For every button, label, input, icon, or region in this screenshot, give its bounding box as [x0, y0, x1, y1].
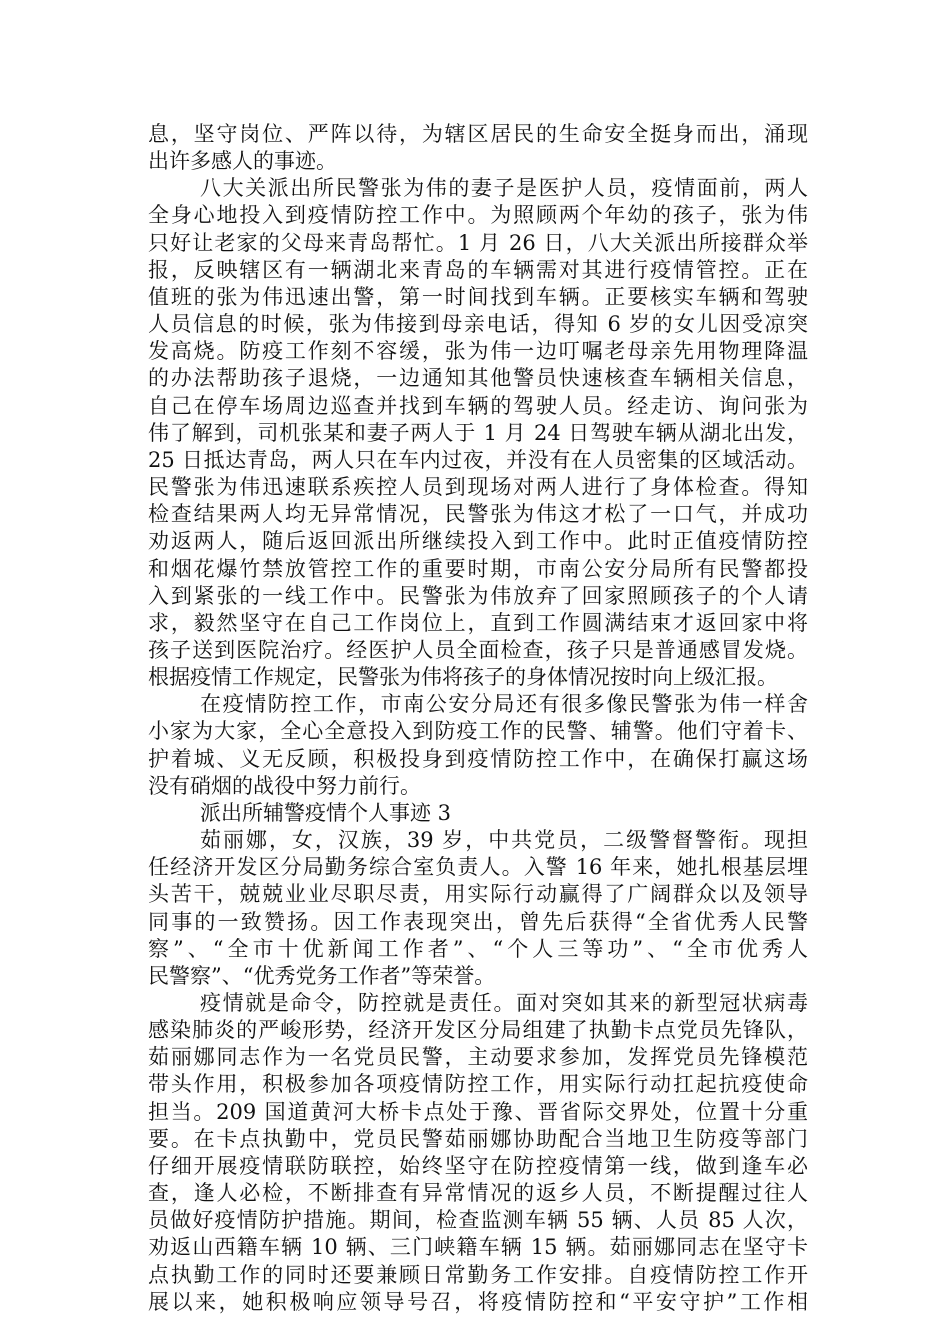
text-line: 要。在卡点执勤中，党员民警茹丽娜协助配合当地卫生防疫等部门	[148, 1126, 808, 1151]
text-line: 检查结果两人均无异常情况，民警张为伟这才松了一口气，并成功	[148, 502, 808, 527]
text-line: 自己在停车场周边巡查并找到车辆的驾驶人员。经走访、询问张为	[148, 393, 808, 418]
text-line: 护着城、义无反顾，积极投身到疫情防控工作中，在确保打赢这场	[148, 746, 808, 771]
text-line: 任经济开发区分局勤务综合室负责人。入警 16 年来，她扎根基层埋	[148, 855, 808, 880]
text-line: 人员信息的时候，张为伟接到母亲电话，得知 6 岁的女儿因受凉突	[148, 312, 808, 337]
text-line: 劝返两人，随后返回派出所继续投入到工作中。此时正值疫情防控	[148, 529, 808, 554]
paragraph	[148, 800, 808, 827]
text-line: 同事的一致赞扬。因工作表现突出，曾先后获得“全省优秀人民警	[148, 909, 808, 934]
text-line: 小家为大家，全心全意投入到防疫工作的民警、辅警。他们守着卡、	[148, 719, 808, 744]
text-line: 值班的张为伟迅速出警，第一时间找到车辆。正要核实车辆和驾驶	[148, 284, 808, 309]
text-line: 息，坚守岗位、严阵以待，为辖区居民的生命安全挺身而出，涌现	[148, 122, 808, 146]
text-line: 的办法帮助孩子退烧，一边通知其他警员快速核查车辆相关信息，	[148, 366, 808, 391]
paragraph	[148, 691, 808, 800]
paragraph	[148, 175, 808, 691]
text-line: 劝返山西籍车辆 10 辆、三门峡籍车辆 15 辆。茹丽娜同志在坚守卡	[148, 1235, 808, 1260]
text-line: 全身心地投入到疫情防控工作中。为照顾两个年幼的孩子，张为伟	[148, 203, 808, 228]
text-line: 没有硝烟的战役中努力前行。	[148, 773, 421, 798]
text-line: 点执勤工作的同时还要兼顾日常勤务工作安排。自疫情防控工作开	[148, 1262, 808, 1287]
text-line: 伟了解到，司机张某和妻子两人于 1 月 24 日驾驶车辆从湖北出发，	[148, 420, 808, 445]
text-line: 民警张为伟迅速联系疾控人员到现场对两人进行了身体检查。得知	[148, 475, 808, 500]
text-line: 八大关派出所民警张为伟的妻子是医护人员，疫情面前，两人	[200, 176, 808, 201]
paragraph	[148, 827, 808, 990]
text-line: 头苦干，兢兢业业尽职尽责，用实际行动赢得了广阔群众以及领导	[148, 882, 808, 907]
text-line: 展以来，她积极响应领导号召，将疫情防控和“平安守护”工作相	[148, 1289, 808, 1314]
text-line: 带头作用，积极参加各项疫情防控工作，用实际行动扛起抗疫使命	[148, 1072, 808, 1097]
text-line: 根据疫情工作规定，民警张为伟将孩子的身体情况按时向上级汇报。	[148, 665, 778, 690]
text-line: 疫情就是命令，防控就是责任。面对突如其来的新型冠状病毒	[200, 991, 808, 1015]
text-line: 在疫情防控工作，市南公安分局还有很多像民警张为伟一样舍	[200, 692, 808, 717]
text-line: 茹丽娜同志作为一名党员民警，主动要求参加，发挥党员先锋模范	[148, 1045, 808, 1070]
text-line: 发高烧。防疫工作刻不容缓，张为伟一边叮嘱老母亲先用物理降温	[148, 339, 808, 364]
text-line: 入到紧张的一线工作中。民警张为伟放弃了回家照顾孩子的个人请	[148, 583, 808, 608]
text-line: 报，反映辖区有一辆湖北来青岛的车辆需对其进行疫情管控。正在	[148, 257, 808, 282]
text-line: 求，毅然坚守在自己工作岗位上，直到工作圆满结束才返回家中将	[148, 610, 808, 635]
text-line: 感染肺炎的严峻形势，经济开发区分局组建了执勤卡点党员先锋队，	[148, 1018, 808, 1043]
text-line: 仔细开展疫情联防联控，始终坚守在防控疫情第一线，做到逢车必	[148, 1153, 808, 1178]
text-line: 派出所辅警疫情个人事迹 3	[200, 800, 452, 825]
text-line: 茹丽娜，女，汉族，39 岁，中共党员，二级警督警衔。现担	[200, 828, 808, 853]
text-line: 查，逢人必检，不断排查有异常情况的返乡人员，不断提醒过往人	[148, 1181, 808, 1206]
text-line: 和烟花爆竹禁放管控工作的重要时期，市南公安分局所有民警都投	[148, 556, 808, 581]
text-line: 孩子送到医院治疗。经医护人员全面检查，孩子只是普通感冒发烧。	[148, 637, 808, 662]
paragraph	[148, 990, 808, 1316]
text-line: 只好让老家的父母来青岛帮忙。1 月 26 日，八大关派出所接群众举	[148, 230, 808, 255]
text-line: 担当。209 国道黄河大桥卡点处于豫、晋省际交界处，位置十分重	[148, 1099, 808, 1124]
text-line: 员做好疫情防护措施。期间，检查监测车辆 55 辆、人员 85 人次，	[148, 1208, 808, 1233]
document-body	[148, 121, 808, 1316]
text-line: 察”、“全市十优新闻工作者”、“个人三等功”、“全市优秀人	[148, 936, 808, 961]
text-line: 25 日抵达青岛，两人只在车内过夜，并没有在人员密集的区域活动。	[148, 447, 808, 472]
text-line: 民警察”、“优秀党务工作者”等荣誉。	[148, 963, 496, 988]
paragraph	[148, 121, 808, 175]
text-line: 出许多感人的事迹。	[148, 149, 337, 174]
